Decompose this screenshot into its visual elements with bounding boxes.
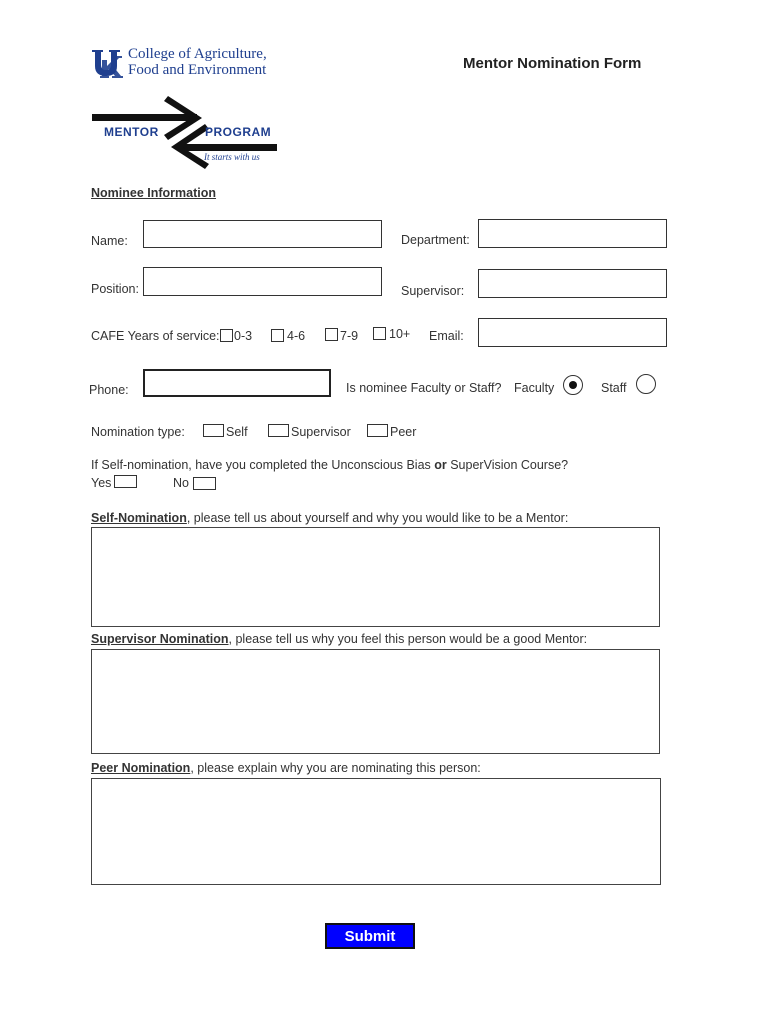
self-nomination-prompt: Self-Nomination, please tell us about yourself and why you would like to be a Mentor: <box>91 511 569 525</box>
years-0-3-label: 0-3 <box>234 329 253 343</box>
mentor-word: MENTOR <box>104 125 159 139</box>
org-name-line1: College of Agriculture, <box>128 46 267 62</box>
mentor-program-logo <box>90 94 280 170</box>
name-field[interactable] <box>143 220 382 248</box>
years-4-6-label: 4-6 <box>287 329 306 343</box>
course-yes-checkbox[interactable] <box>114 475 137 488</box>
nomination-peer-checkbox[interactable] <box>367 424 388 437</box>
faculty-radio-selected-dot <box>569 381 577 389</box>
peer-nomination-textarea[interactable] <box>91 778 661 885</box>
uk-logo <box>90 46 280 82</box>
nomination-peer-label: Peer <box>390 425 417 439</box>
course-no-label: No <box>173 476 189 490</box>
page-title: Mentor Nomination Form <box>463 55 642 72</box>
nominee-info-heading: Nominee Information <box>91 186 217 200</box>
supervisor-field[interactable] <box>478 269 667 298</box>
staff-label: Staff <box>601 381 627 395</box>
supervisor-nomination-textarea[interactable] <box>91 649 660 754</box>
submit-button[interactable]: Submit <box>325 923 415 949</box>
nomination-type-label: Nomination type: <box>91 425 185 439</box>
years-7-9-checkbox[interactable] <box>325 328 338 341</box>
department-label: Department: <box>401 233 470 247</box>
position-field[interactable] <box>143 267 382 296</box>
uk-monogram-icon <box>90 48 124 80</box>
nomination-supervisor-label: Supervisor <box>291 425 351 439</box>
course-question-or: or <box>434 458 447 472</box>
position-label: Position: <box>91 282 139 296</box>
peer-nomination-prompt: Peer Nomination, please explain why you are nominating this person: <box>91 761 481 775</box>
email-label: Email: <box>429 329 464 343</box>
program-word: PROGRAM <box>205 125 272 139</box>
program-tagline: It starts with us <box>204 152 260 162</box>
course-yes-label: Yes <box>91 476 112 490</box>
phone-field[interactable] <box>143 369 331 397</box>
org-name-line2: Food and Environment <box>128 62 267 78</box>
nomination-supervisor-checkbox[interactable] <box>268 424 289 437</box>
years-7-9-label: 7-9 <box>340 329 359 343</box>
years-10-plus-label: 10+ <box>389 327 411 341</box>
self-nomination-textarea[interactable] <box>91 527 660 627</box>
nomination-self-label: Self <box>226 425 248 439</box>
self-nomination-heading: Self-Nomination <box>91 511 187 525</box>
years-of-service-label: CAFE Years of service: <box>91 329 220 343</box>
years-4-6-checkbox[interactable] <box>271 329 284 342</box>
course-question: If Self-nomination, have you completed the Unconscious Bias or SuperVision Course? <box>91 458 569 472</box>
phone-label: Phone: <box>89 383 129 397</box>
faculty-staff-question: Is nominee Faculty or Staff? <box>346 381 502 395</box>
supervisor-nomination-prompt: Supervisor Nomination, please tell us why you feel this person would be a good Mentor: <box>91 632 588 646</box>
nomination-self-checkbox[interactable] <box>203 424 224 437</box>
department-field[interactable] <box>478 219 667 248</box>
faculty-radio[interactable] <box>563 375 583 395</box>
course-no-checkbox[interactable] <box>193 477 216 490</box>
faculty-label: Faculty <box>514 381 555 395</box>
email-field[interactable] <box>478 318 667 347</box>
peer-nomination-heading: Peer Nomination <box>91 761 191 775</box>
years-0-3-checkbox[interactable] <box>220 329 233 342</box>
supervisor-nomination-heading: Supervisor Nomination <box>91 632 229 646</box>
name-label: Name: <box>91 234 128 248</box>
staff-radio[interactable] <box>636 374 656 394</box>
supervisor-label: Supervisor: <box>401 284 465 298</box>
years-10-plus-checkbox[interactable] <box>373 327 386 340</box>
